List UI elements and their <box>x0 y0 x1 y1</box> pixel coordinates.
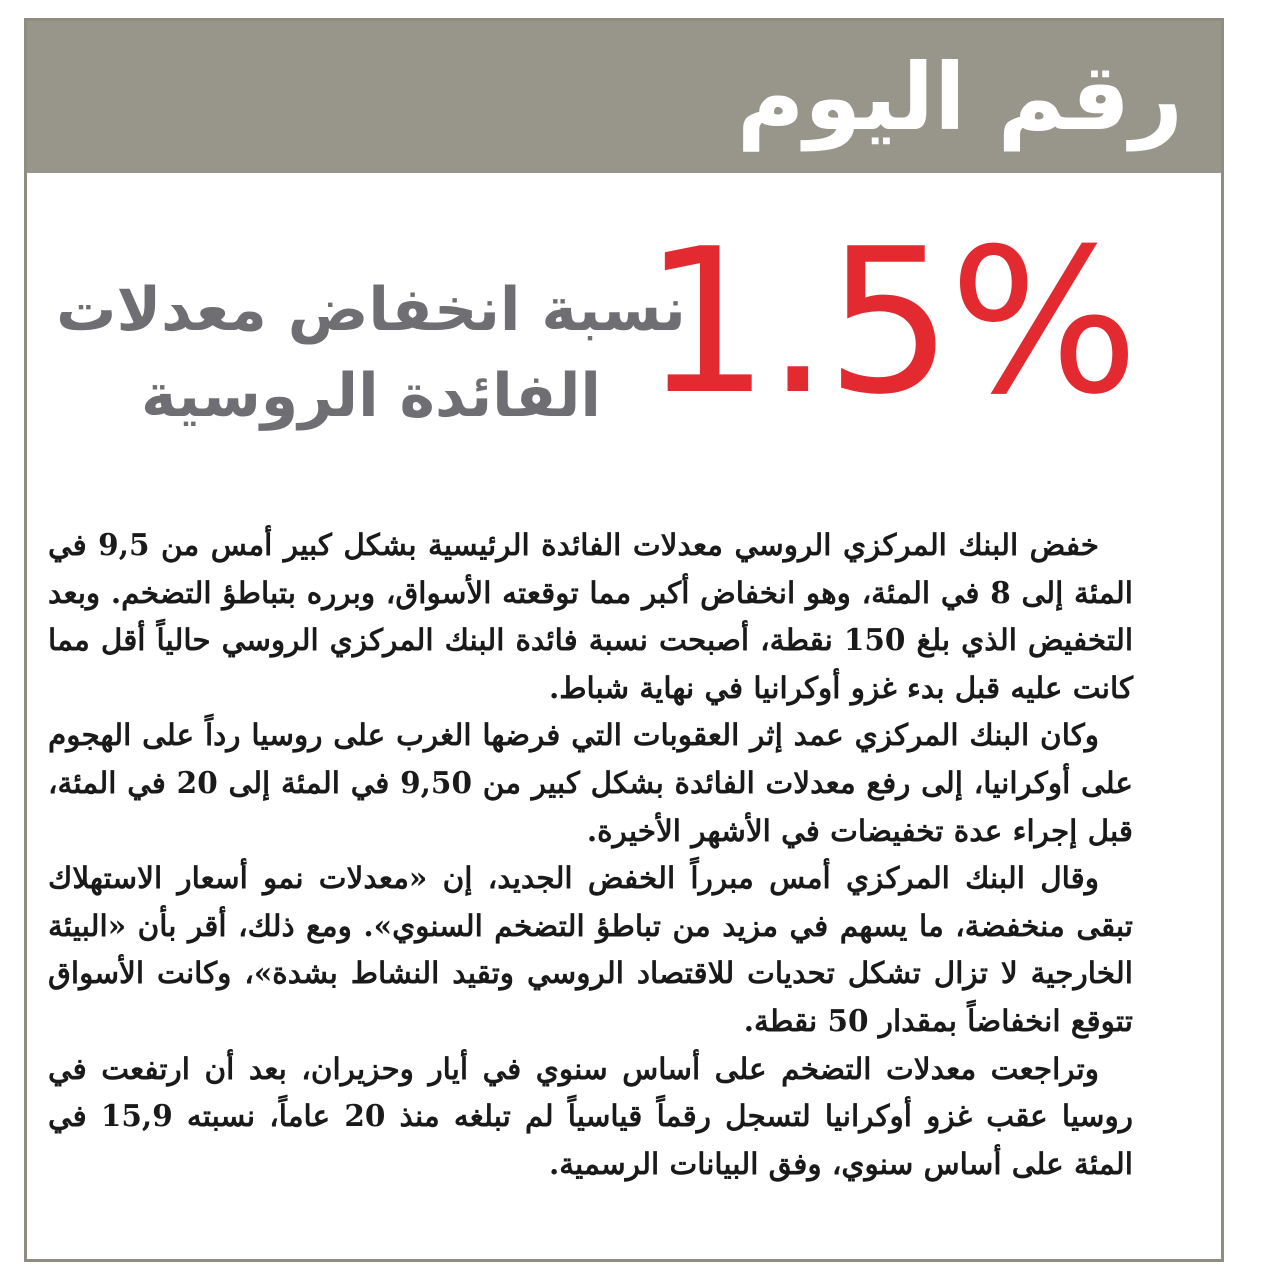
section-title: رقم اليوم <box>736 44 1183 151</box>
key-figure <box>643 203 1165 443</box>
headline <box>41 267 701 439</box>
percent-sign: % <box>948 206 1135 439</box>
article-paragraph: وكان البنك المركزي عمد إثر العقوبات التي فرضها الغرب على روسيا رداً على الهجوم على أوكرانيا، إلى رفع معدلات الفائدة بشكل كبير من 9,50 في المئة إلى 20 في المئة، قبل إجراء عدة تخفيضات في الأشهر الأخيرة. <box>48 717 1133 848</box>
headline-line-1: نسبة انخفاض معدلات <box>56 275 686 345</box>
article-paragraph: وتراجعت معدلات التضخم على أساس سنوي في أيار وحزيران، بعد أن ارتفعت في روسيا عقب غزو أوكرانيا لتسجل رقماً قياسياً لم تبلغه منذ 20 عاماً، نسبته 15,9 في المئة على أساس سنوي، وفق البيانات الرسمية. <box>48 1050 1134 1181</box>
headline-line-2: الفائدة الروسية <box>141 361 601 431</box>
key-figure-number: 1.5 <box>642 206 949 439</box>
header-banner <box>27 21 1221 173</box>
article-paragraph: وقال البنك المركزي أمس مبرراً الخفض الجديد، إن «معدلات نمو أسعار الاستهلاك تبقى منخفضة، ما يسهم في مزيد من تباطؤ التضخم السنوي». ومع ذلك، أقر بأن «البيئة الخارجية لا تزال تشكل تحديات للاقتصاد الروسي وتقيد النشاط بشدة»، وكانت الأسواق تتوقع انخفاضاً بمقدار 50 نقطة. <box>48 860 1133 1038</box>
article-body <box>48 521 1133 1187</box>
article-frame <box>24 18 1224 1262</box>
article-paragraph: خفض البنك المركزي الروسي معدلات الفائدة الرئيسية بشكل كبير أمس من 9,5 في المئة إلى 8 في المئة، وهو انخفاض أكبر مما توقعته الأسواق، وبرره بتباطؤ التضخم. وبعد التخفيض الذي بلغ 150 نقطة، أصبحت نسبة فائدة البنك المركزي الروسي حالياً أقل مما كانت عليه قبل بدء غزو أوكرانيا في نهاية شباط. <box>48 527 1134 705</box>
